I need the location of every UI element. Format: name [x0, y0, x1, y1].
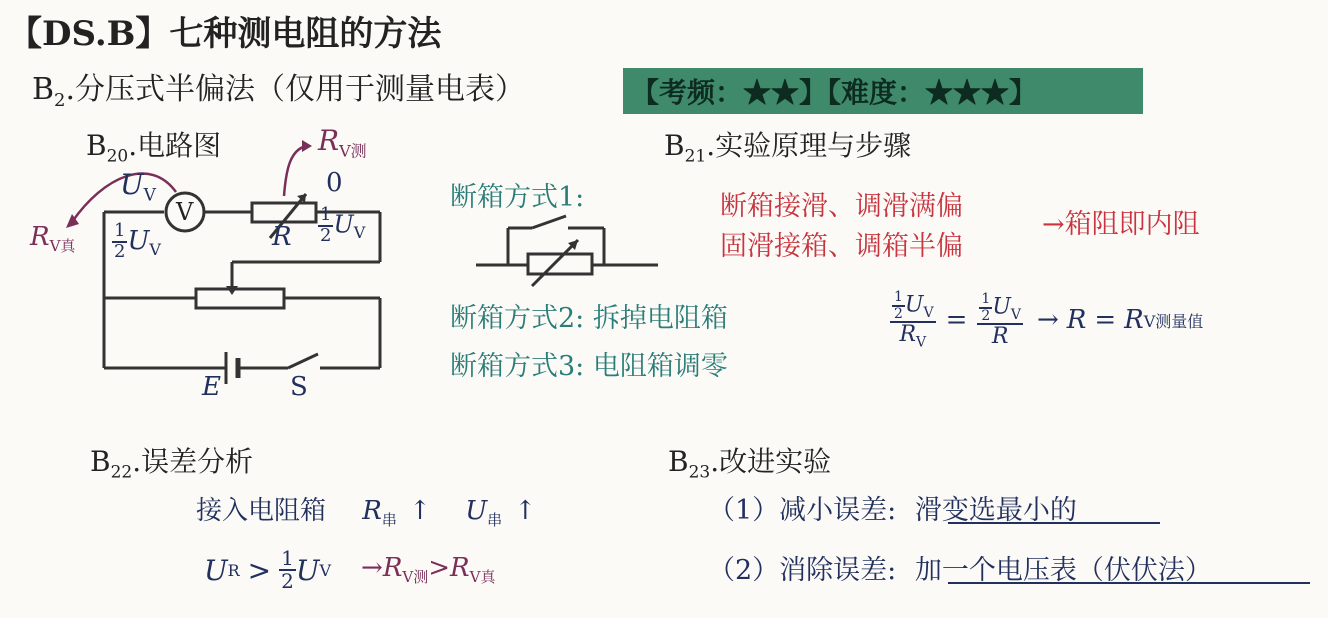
heading-prefix: B	[90, 445, 111, 478]
up-arrow: ↑	[514, 496, 537, 526]
rv-test-arrow	[284, 146, 306, 196]
method1-text: 断箱方式1:	[450, 182, 585, 213]
label-sub: V	[353, 223, 366, 243]
symbol-sub: V	[923, 305, 934, 322]
label-sub: V	[149, 240, 161, 260]
denominator	[890, 323, 936, 350]
arrow: →	[361, 552, 383, 583]
method3-text: 断箱方式3: 电阻箱调零	[450, 351, 728, 382]
item-answer: 滑变选最小的	[914, 495, 1077, 526]
symbol: R	[382, 552, 403, 583]
denominator: 2	[320, 224, 332, 246]
heading-sub: 21	[684, 146, 707, 167]
numerator: 1	[894, 289, 903, 305]
denominator: 2	[114, 240, 126, 262]
symbol: R	[450, 552, 470, 583]
denominator: R	[991, 324, 1009, 350]
greater-than: >	[247, 553, 272, 587]
half-fraction	[892, 290, 905, 321]
denominator: 2	[981, 307, 991, 324]
error-conclusion	[361, 553, 495, 587]
result-sub: V测量值	[1143, 311, 1204, 331]
item-label: （1）减小误差:	[708, 495, 897, 526]
label-sub: V测	[339, 141, 367, 161]
numerator: 1	[981, 290, 991, 307]
rv-test-label	[318, 124, 367, 162]
label-sub: V真	[49, 237, 76, 256]
method2-text: 断箱方式2: 拆掉电阻箱	[450, 303, 728, 334]
page-title: 【DS.B】七种测电阻的方法	[8, 14, 442, 54]
principle-formula	[890, 290, 1203, 350]
fraction	[318, 206, 333, 246]
item-answer: 加一个电压表（伏伏法）	[914, 555, 1212, 586]
heading-prefix: B	[668, 445, 689, 478]
resistance-box-label: R	[272, 222, 292, 252]
fraction	[279, 548, 296, 592]
heading-prefix: B	[86, 129, 107, 162]
symbol-sub: V	[916, 334, 927, 351]
symbol: U	[465, 496, 488, 526]
rheostat-symbol	[196, 289, 284, 308]
symbol: R	[899, 322, 917, 348]
label-main: R	[318, 124, 340, 157]
subtitle-sub: 2	[54, 90, 66, 111]
item-label: （2）消除误差:	[708, 555, 897, 586]
up-arrow: ↑	[409, 496, 431, 526]
numerator: 1	[114, 220, 126, 241]
improve-item-2	[708, 548, 1212, 587]
symbol-sub: V	[319, 560, 332, 580]
heading-text: .电路图	[128, 129, 222, 162]
greater-than: >	[428, 552, 451, 583]
symbol: U	[204, 553, 228, 587]
heading-sub: 22	[110, 462, 133, 483]
fraction	[112, 222, 127, 262]
step1-text: 断箱接滑、调滑满偏	[720, 191, 963, 222]
result-symbol: R	[1124, 305, 1144, 336]
symbol: U	[295, 553, 320, 587]
switch-blade	[288, 354, 318, 368]
arrow: →	[1036, 305, 1059, 336]
heading-prefix: B	[664, 129, 685, 162]
symbol-sub: 串	[381, 511, 397, 530]
half-uv-right	[318, 206, 365, 246]
method1-diagram	[476, 216, 658, 286]
heading-sub: 20	[106, 146, 129, 167]
half-fraction	[979, 292, 992, 323]
result-text: →箱阻即内阻	[1042, 209, 1200, 240]
label-sub: V	[143, 185, 156, 206]
equals-sign: =	[945, 305, 968, 336]
error-line-2	[204, 548, 495, 592]
uv-label	[120, 168, 156, 206]
heading-text: .误差分析	[132, 445, 254, 478]
symbol-sub: V真	[469, 568, 496, 587]
symbol-sub: 串	[487, 511, 503, 530]
numerator: 1	[320, 204, 332, 225]
half-uv-left	[112, 222, 161, 262]
frequency-difficulty-badge: 【考频：★★】【难度：★★★】	[623, 68, 1143, 114]
symbol: U	[904, 292, 924, 318]
symbol: U	[992, 294, 1011, 320]
voltmeter-label: V	[176, 198, 194, 226]
switch-label: S	[290, 372, 308, 402]
formula-left-fraction	[890, 290, 936, 350]
improve-item-1	[708, 488, 1077, 527]
label-main: R	[30, 222, 50, 252]
subtitle-text: .分压式半偏法（仅用于测量电表）	[65, 72, 526, 107]
heading-text: .实验原理与步骤	[706, 129, 912, 162]
label-main: U	[120, 168, 144, 201]
symbol-sub: R	[227, 560, 240, 580]
symbol: R	[362, 496, 382, 526]
heading-sub: 23	[688, 462, 711, 483]
rv-test-arrowhead	[302, 140, 312, 152]
zero-label: 0	[326, 168, 343, 198]
numerator: 1	[281, 546, 294, 570]
label-main: U	[127, 225, 150, 256]
numerator	[977, 292, 1023, 325]
denominator: 2	[894, 305, 903, 322]
symbol-sub: V	[1010, 307, 1021, 324]
error-line-1	[196, 490, 536, 530]
formula-right-fraction	[977, 292, 1023, 348]
label-main: U	[333, 210, 354, 239]
step2-text: 固滑接箱、调箱半偏	[720, 231, 963, 262]
battery-label: E	[202, 372, 221, 402]
subtitle-prefix: B	[32, 72, 55, 107]
heading-text: .改进实验	[710, 445, 832, 478]
symbol-sub: V测	[402, 568, 429, 587]
denominator: 2	[281, 569, 294, 593]
error-text: 接入电阻箱	[196, 496, 327, 526]
numerator	[890, 290, 936, 323]
result-symbol: R	[1066, 305, 1087, 336]
rv-true-label	[30, 222, 75, 256]
equals-sign: =	[1094, 305, 1117, 336]
